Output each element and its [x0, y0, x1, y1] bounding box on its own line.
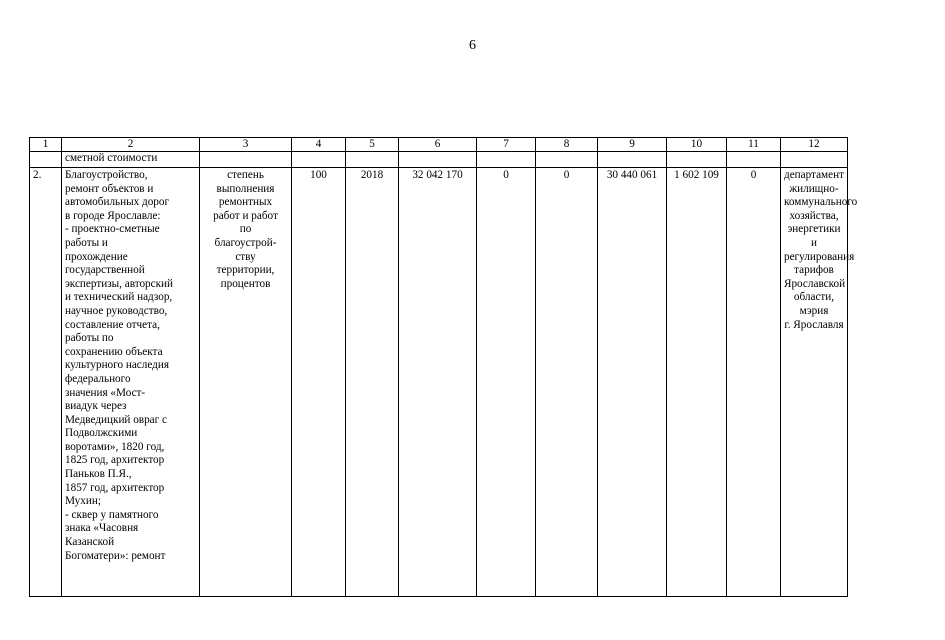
- executor-line: энергетики и: [787, 223, 841, 249]
- description-line: 1857 год, архитектор: [65, 481, 165, 494]
- description-line: федерального: [65, 372, 131, 385]
- continuation-description: сметной стоимости: [62, 152, 200, 168]
- column-number-12: 12: [781, 138, 848, 152]
- indicator-line: ству: [235, 250, 256, 263]
- cell-empty: [30, 152, 62, 168]
- row-executor: [781, 168, 858, 597]
- executor-line: жилищно-: [789, 182, 839, 195]
- row-value-col5: 2018: [346, 168, 399, 597]
- description-line: знака «Часовня: [65, 522, 139, 535]
- column-number-10: 10: [667, 138, 727, 152]
- executor-line: хозяйства,: [789, 209, 839, 222]
- continuation-row: [30, 152, 848, 168]
- page-number: 6: [469, 38, 476, 53]
- row-description: [62, 168, 200, 597]
- column-number-4: 4: [292, 138, 346, 152]
- description-line: культурного наследия: [65, 359, 169, 372]
- cell-empty: [477, 152, 536, 168]
- indicator-line: работ и работ: [213, 209, 278, 222]
- column-number-11: 11: [727, 138, 781, 152]
- cell-empty: [667, 152, 727, 168]
- executor-line: регулирования: [784, 250, 855, 263]
- description-line: экспертизы, авторский: [65, 277, 174, 290]
- row-value-col10: 1 602 109: [667, 168, 727, 597]
- description-line: ремонт объектов и: [65, 182, 154, 195]
- description-line: составление отчета,: [65, 318, 160, 331]
- description-line: Паньков П.Я.,: [65, 468, 132, 481]
- indicator-line: ремонтных: [218, 196, 273, 209]
- description-line: воротами», 1820 год,: [65, 440, 165, 453]
- executor-line: коммунального: [784, 196, 858, 209]
- cell-empty: [292, 152, 346, 168]
- description-line: работы и: [65, 236, 108, 249]
- description-line: Подволжскими: [65, 427, 138, 440]
- row-value-col8: 0: [536, 168, 598, 597]
- indicator-line: степень: [227, 169, 264, 181]
- indicator-line: выполнения: [216, 182, 275, 195]
- cell-empty: [598, 152, 667, 168]
- cell-empty: [399, 152, 477, 168]
- column-number-row: [30, 138, 848, 152]
- description-line: автомобильных дорог: [65, 196, 170, 209]
- description-line: научное руководство,: [65, 304, 168, 317]
- description-line: в городе Ярославле:: [65, 209, 161, 222]
- description-line: - проектно-сметные: [65, 223, 160, 236]
- cell-empty: [536, 152, 598, 168]
- column-number-8: 8: [536, 138, 598, 152]
- column-number-3: 3: [200, 138, 292, 152]
- column-number-6: 6: [399, 138, 477, 152]
- description-line: сохранению объекта: [65, 345, 163, 358]
- cell-empty: [346, 152, 399, 168]
- executor-line: Ярославской: [784, 277, 846, 290]
- row-value-col7: 0: [477, 168, 536, 597]
- description-line: Благоустройство,: [65, 169, 148, 181]
- table-row: [30, 168, 848, 597]
- row-value-col6: 32 042 170: [399, 168, 477, 597]
- description-line: Медведицкий овраг с: [65, 413, 168, 426]
- column-number-7: 7: [477, 138, 536, 152]
- description-line: Казанской: [65, 536, 115, 549]
- row-indicator: [200, 168, 292, 597]
- column-number-2: 2: [62, 138, 200, 152]
- executor-line: области, мэрия: [793, 291, 835, 317]
- row-number: 2.: [30, 168, 62, 597]
- row-value-col4: 100: [292, 168, 346, 597]
- description-line: 1825 год, архитектор: [65, 454, 165, 467]
- description-line: Мухин;: [65, 495, 101, 508]
- description-line: работы по: [65, 332, 114, 345]
- indicator-line: территории,: [216, 264, 275, 277]
- row-value-col11: 0: [727, 168, 781, 597]
- description-line: прохождение: [65, 250, 128, 263]
- executor-line: департамент: [784, 169, 844, 181]
- description-line: и технический надзор,: [65, 291, 173, 304]
- cell-empty: [781, 152, 848, 168]
- data-table: [29, 137, 858, 597]
- cell-empty: [727, 152, 781, 168]
- executor-line: г. Ярославля: [784, 318, 844, 331]
- description-line: значения «Мост-: [65, 386, 146, 399]
- description-line: виадук через: [65, 400, 127, 413]
- column-number-9: 9: [598, 138, 667, 152]
- indicator-line: благоустрой-: [214, 236, 277, 249]
- column-number-5: 5: [346, 138, 399, 152]
- executor-line: тарифов: [794, 264, 834, 277]
- description-line: - сквер у памятного: [65, 508, 159, 521]
- column-number-1: 1: [30, 138, 62, 152]
- indicator-line: по: [239, 223, 252, 236]
- cell-empty: [200, 152, 292, 168]
- description-line: Богоматери»: ремонт: [65, 549, 166, 562]
- description-line: государственной: [65, 264, 145, 277]
- indicator-line: процентов: [220, 277, 271, 290]
- row-value-col9: 30 440 061: [598, 168, 667, 597]
